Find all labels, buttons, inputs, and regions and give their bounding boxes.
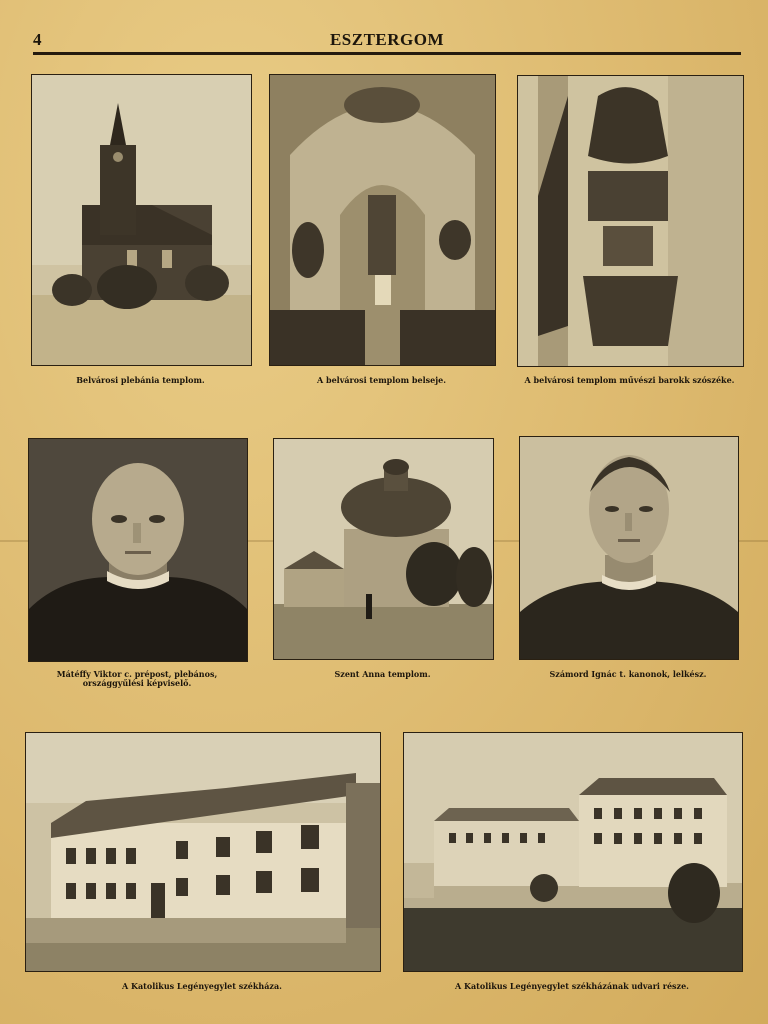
photo-church-interior [269, 74, 496, 366]
caption-church-interior: A belvárosi templom belseje. [317, 375, 446, 385]
page-title: ESZTERGOM [329, 30, 445, 49]
photo-st-anne-church [273, 438, 494, 660]
photo-portrait-mateffy [28, 438, 248, 662]
caption-portrait-mateffy [20, 670, 254, 688]
caption-parish-church: Belvárosi plebánia templom. [76, 375, 205, 385]
photo-portrait-szamord [519, 436, 739, 660]
page-header [33, 30, 741, 56]
photo-parish-church [31, 74, 252, 366]
caption-guild-house-front: A Katolikus Legényegylet székháza. [122, 981, 282, 991]
page-number: 4 [33, 30, 42, 49]
caption-guild-house-courtyard: A Katolikus Legényegylet székházának udvari része. [455, 981, 689, 991]
caption-portrait-szamord: Számord Ignác t. kanonok, lelkész. [549, 669, 707, 679]
caption-st-anne-church: Szent Anna templom. [334, 669, 431, 679]
caption-baroque-pulpit: A belvárosi templom művészi barokk szószéke. [524, 375, 735, 385]
photo-guild-house-front [25, 732, 381, 972]
photo-guild-house-courtyard [403, 732, 743, 972]
photo-baroque-pulpit [517, 75, 744, 367]
caption-mateffy-line2: országgyűlési képviselő. [82, 678, 192, 688]
header-rule [33, 52, 741, 55]
caption-mateffy-line1: Mátéffy Viktor c. prépost, plebános, [56, 669, 218, 679]
